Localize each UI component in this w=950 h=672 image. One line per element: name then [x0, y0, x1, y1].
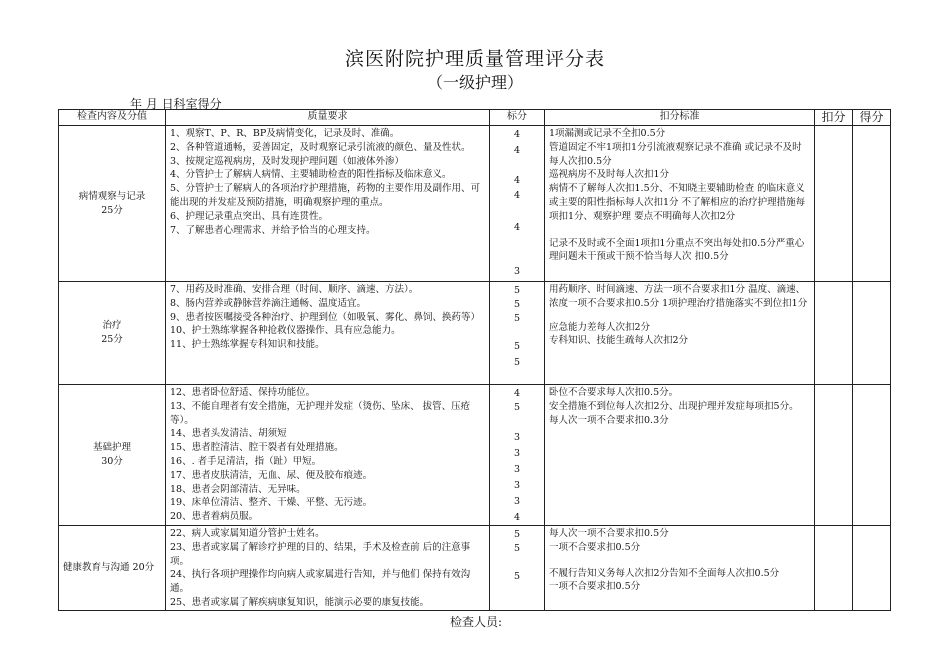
deduction-rules-cell: 每人次一项不合要求扣0.5分 一项不合要求扣0.5分 不履行告知义务每人次扣2分告知不全面每人次扣0.5分 一项不合要求扣0.5分 [545, 526, 815, 611]
requirements-cell: 22、病人或家属知道分管护士姓名。 23、患者或家属了解诊疗护理的目的、结果，手术及检查前 后的注意事项。 24、执行各项护理操作均向病人或家属进行告知，并与他们 保持有效沟通。 25、患者或家属了解疾病康复知识，能演示必要的康复技能。 [166, 526, 490, 611]
deduction-input-cell[interactable] [815, 126, 853, 282]
deduction-rules-cell: 卧位不合要求每人次扣0.5分。 安全措施不到位每人次扣2分、出现护理并发症每项扣5分。 每人次一项不合要求扣0.3分 [545, 385, 815, 526]
col-header-requirements: 质量要求 [166, 110, 490, 126]
evaluation-table [58, 109, 891, 611]
date-score-line: 年 月 日科室得分 [130, 97, 222, 111]
score-input-cell[interactable] [853, 526, 891, 611]
requirements-cell: 1、观察T、P、R、BP及病情变化，记录及时、准确。 2、各种管道通畅，妥善固定，及时观察记录引流液的颜色、量及性状。 3、按规定巡视病房，及时发现护理问题（如液体外渗） 4、分管护士了解病人病情、主要辅助检查的阳性指标及临床意义。 5、分管护士了解病人的各项治疗护理措施，药物的主要作用及副作用、可能出现的并发症及预防措施，明确观察护理的重点。 6、护理记录重点突出、具有连贯性。 7、了解患者心理需求、并给予恰当的心理支持。 [166, 126, 490, 282]
requirements-cell: 12、患者卧位舒适、保持功能位。 13、不能自理者有安全措施，无护理并发症（烫伤、坠床、 拔管、压疮等）。 14、患者头发清洁、胡须短 15、患者腔清洁、腔干裂者有处理措施。 16、. 者手足清洁，指（趾）甲短。 17、患者皮肤清洁，无血、尿、便及胶布痕迹。 18、患者会阴部清洁、无异味。 19、床单位清洁、整齐、干燥、平整、无污迹。 20、患者着病员服。 [166, 385, 490, 526]
category-cell: 基础护理 30分 [59, 385, 166, 526]
score-input-cell[interactable] [853, 282, 891, 385]
deduction-input-cell[interactable] [815, 282, 853, 385]
deduction-input-cell[interactable] [815, 526, 853, 611]
table-row [59, 282, 891, 385]
col-header-score: 得分 [853, 110, 891, 126]
col-header-deduction-rules: 扣分标准 [545, 110, 815, 126]
col-header-standard-score: 标分 [490, 110, 545, 126]
score-input-cell[interactable] [853, 385, 891, 526]
category-cell: 病情观察与记录 25分 [59, 126, 166, 282]
score-cell: 4 4 4 4 4 3 [490, 126, 545, 282]
table-row [59, 526, 891, 611]
table-row [59, 385, 891, 526]
inspector-label: 检查人员: [450, 615, 503, 629]
col-header-category: 检查内容及分值 [59, 110, 166, 126]
requirements-cell: 7、用药及时准确、安排合理（时间、顺序、滴速、方法）。 8、肠内营养或静脉营养滴注通畅、温度适宜。 9、患者按医嘱接受各种治疗、护理到位（如吸氧、雾化、鼻饲、换药等） 10、护士熟练掌握各种抢救仪器操作、具有应急能力。 11、护士熟练掌握专科知识和技能。 [166, 282, 490, 385]
deduction-rules-cell: 用药顺序、时间滴速、方法一项不合要求扣1分 温度、滴速、浓度一项不合要求扣0.5分 1项护理治疗措施落实不到位扣1分 应急能力差每人次扣2分 专科知识、技能生疏每人次扣2分 [545, 282, 815, 385]
page-subtitle: （一级护理） [426, 73, 523, 92]
category-cell: 治疗 25分 [59, 282, 166, 385]
deduction-input-cell[interactable] [815, 385, 853, 526]
score-cell: 5 5 5 [490, 526, 545, 611]
table-header-row [59, 110, 891, 126]
page-title: 滨医附院护理质量管理评分表 [344, 48, 605, 70]
deduction-rules-cell: 1项漏测或记录不全扣0.5分 管道固定不牢1项扣1分引流液观察记录不准确 或记录不及时每人次扣0.5分 巡视病房不及时每人次扣1分 病情不了解每人次扣1.5分、不知晓主要辅助检查 的临床意义或主要的阳性指标每人次扣1分 不了解相应的治疗护理措施每项扣1分、观察护理 要点不明确每人次扣2分 记录不及时或不全面1项扣1分重点不突出每处扣0.5分严重心理问题未干预或干预不恰当每人次 扣0.5分 [545, 126, 815, 282]
col-header-deduction: 扣分 [815, 110, 853, 126]
table-row [59, 126, 891, 282]
score-cell: 5 5 5 5 5 [490, 282, 545, 385]
score-input-cell[interactable] [853, 126, 891, 282]
category-cell: 健康教育与沟通 20分 [59, 526, 166, 611]
score-cell: 4 5 3 3 3 3 3 4 [490, 385, 545, 526]
